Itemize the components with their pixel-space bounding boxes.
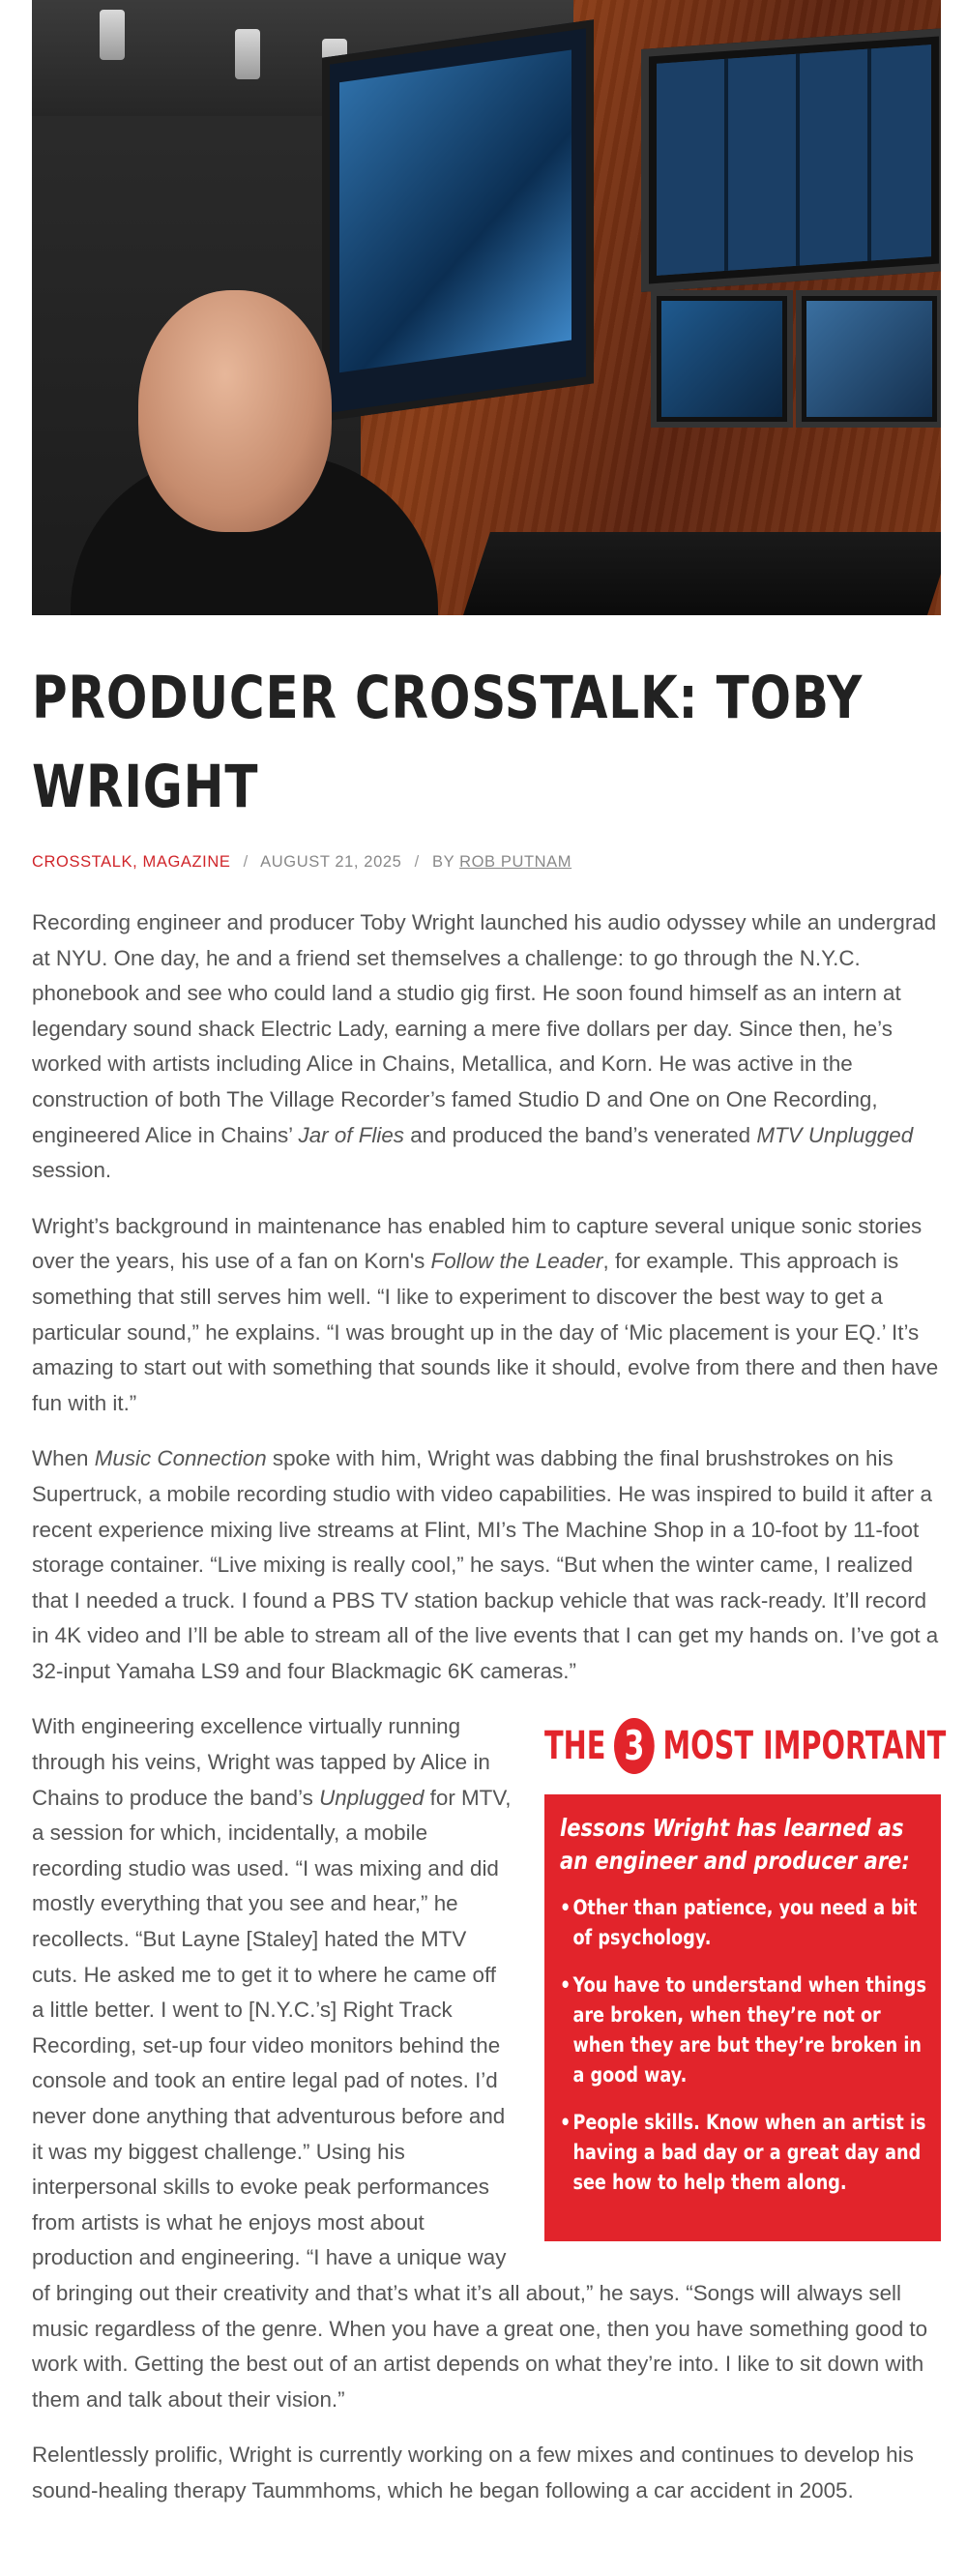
track-light-icon — [100, 10, 125, 60]
person-head — [138, 290, 332, 532]
paragraph: With engineering excellence virtually running through his veins, Wright was tapped by Alice in Chains to produce the band’s Unplugged for MTV, a session for which, incidentally, a mobile recording studio was used. “I was mixing and did mostly everything that you see and hear,” he recollects. “But Layne [Staley] hated the MTV cuts. He asked me to get it to where he came off a little better. I went to [N.Y.C.’s] Right Track Recording, set-up four video monitors behind the console and took an entire legal pad of notes. I’d never done anything that adventurous before and it was my biggest challenge.” Using his interpersonal skills to evoke peak performances from artists is what he enjoys most about production and engineering. “I have a unique way of bringing out their creativity and that’s what it’s all about,” he says. “Songs will always sell music regardless of the genre. When you have a great one, then you have something good to work with. Getting the best out of an artist depends on what they’re into. I like to sit down with them and talk about their vision.” — [32, 1714, 928, 2412]
article-title-line: WRIGHT — [32, 753, 259, 821]
video-monitor — [651, 290, 793, 428]
sidebar-intro: lessons Wright has learned as an engineer and producer are: — [560, 1814, 910, 1876]
post-meta — [32, 853, 571, 872]
paragraph: Wright’s background in maintenance has enabled him to capture several unique sonic stories over the years, his use of a fan on Korn's Follow the Leader, for example. This approach is something that still serves him well. “I like to experiment to discover the best way to get a particular sound,” he explains. “I was brought up in the day of ‘Mic placement is your EQ.’ It’s amazing to start out with something that sounds like it should, evolve from there and then have fun with it.” — [32, 1213, 939, 1415]
author-link[interactable]: ROB PUTNAM — [459, 853, 572, 871]
post-date: AUGUST 21, 2025 — [260, 853, 402, 871]
mixing-console — [463, 532, 941, 615]
lessons-sidebar — [544, 1709, 947, 2245]
sidebar-list — [560, 1893, 925, 2198]
category-separator: , — [132, 853, 143, 871]
sidebar-number-badge: 3 — [614, 1718, 655, 1774]
video-monitor — [322, 19, 594, 421]
category-link-magazine[interactable]: MAGAZINE — [142, 853, 231, 871]
track-light-icon — [235, 29, 260, 79]
sidebar-heading-left: THE — [544, 1724, 606, 1769]
hero-image — [32, 0, 941, 615]
article-body — [32, 905, 947, 2530]
article-title — [32, 654, 864, 832]
article — [32, 0, 947, 2502]
paragraph: Relentlessly prolific, Wright is currently working on a few mixes and continues to develop his sound-healing therapy Taummhoms, which he began following a car accident in 2005. — [32, 2443, 914, 2502]
list-item: • Other than patience, you need a bit of psychology. — [560, 1893, 932, 1953]
meta-divider: / — [243, 853, 249, 871]
sidebar-box — [544, 1794, 941, 2241]
article-title-line: PRODUCER CROSSTALK: TOBY — [32, 664, 864, 732]
meta-divider: / — [414, 853, 420, 871]
list-item: • You have to understand when things are broken, when they’re not or when they are but they’re broken in a good way. — [560, 1970, 932, 2090]
byline-label: BY — [431, 853, 454, 871]
bullet-icon: • — [560, 1896, 571, 1920]
sidebar-heading-right: MOST IMPORTANT — [662, 1724, 947, 1769]
bullet-icon: • — [560, 1973, 571, 1998]
category-link-crosstalk[interactable]: CROSSTALK — [32, 853, 133, 871]
list-item: • People skills. Know when an artist is having a bad day or a great day and see how to help them along. — [560, 2108, 932, 2198]
bullet-icon: • — [560, 2111, 571, 2135]
video-monitor — [796, 290, 941, 428]
video-monitor — [641, 28, 941, 292]
paragraph: Recording engineer and producer Toby Wright launched his audio odyssey while an undergrad at NYU. One day, he and a friend set themselves a challenge: to go through the N.Y.C. phonebook and see who could land a studio gig first. He soon found himself as an intern at legendary sound shack Electric Lady, earning a mere five dollars per day. Since then, he’s worked with artists including Alice in Chains, Metallica, and Korn. He was active in the construction of both The Village Recorder’s famed Studio D and One on One Recording, engineered Alice in Chains’ Jar of Flies and produced the band’s venerated MTV Unplugged session. — [32, 910, 937, 1183]
sidebar-heading — [544, 1709, 947, 1783]
paragraph: When Music Connection spoke with him, Wright was dabbing the final brushstrokes on his Supertruck, a mobile recording studio with video capabilities. He was inspired to build it after a recent experience mixing live streams at Flint, MI’s The Machine Shop in a 10-foot by 11-foot storage container. “Live mixing is really cool,” he says. “But when the winter came, I realized that I needed a truck. I found a PBS TV station backup vehicle that was rack-ready. It’ll record in 4K video and I’ll be able to stream all of the live events that I can get my hands on. I’ve got a 32-input Yamaha LS9 and four Blackmagic 6K cameras.” — [32, 1446, 939, 1683]
